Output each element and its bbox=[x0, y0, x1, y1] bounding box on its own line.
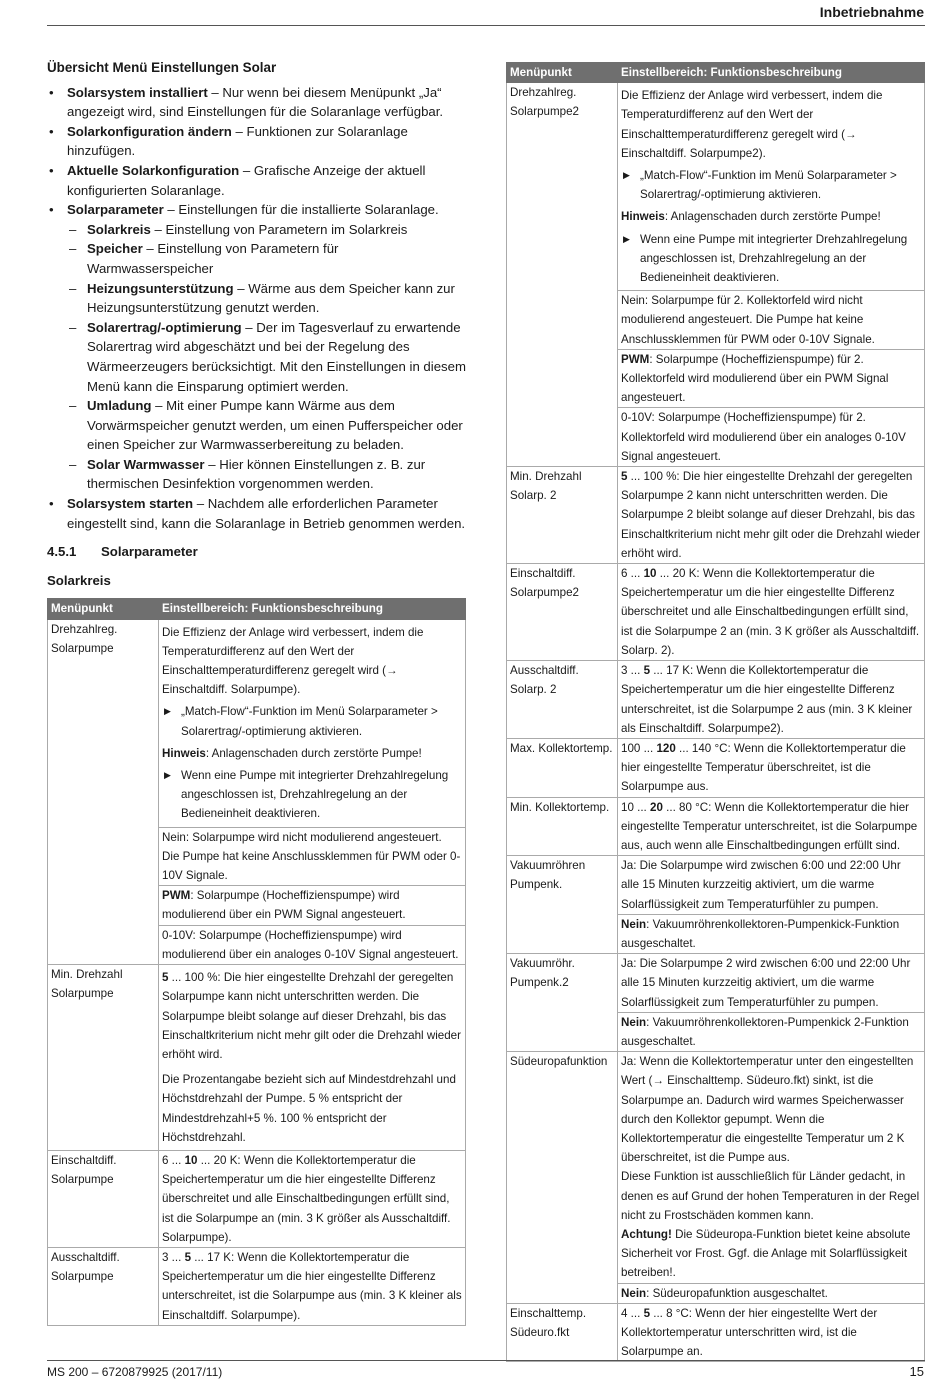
item-term: Aktuelle Solarkonfiguration bbox=[67, 162, 240, 178]
sub-list-item bbox=[67, 318, 466, 396]
menu-item-cell: Einschalttemp. Südeuro.fkt bbox=[507, 1303, 618, 1362]
table-row bbox=[507, 661, 925, 739]
description-cell bbox=[618, 1283, 925, 1303]
cell-text: Die Prozentangabe bezieht sich auf Mindestdrehzahl und Höchstdrehzahl der Pumpe. 5 % entspricht der Mindestdrehzahl+5 %. 100 % entspricht der Höchstdrehzahl. bbox=[162, 1073, 456, 1144]
sub-list-item bbox=[67, 396, 466, 455]
description-cell bbox=[618, 661, 925, 739]
default-value: 5 bbox=[643, 1306, 651, 1320]
table-row bbox=[507, 1303, 925, 1362]
item-text: – Grafische Anzeige der aktuell konfigurierten Solaranlage. bbox=[67, 162, 426, 198]
description-cell bbox=[618, 564, 925, 661]
list-item bbox=[47, 83, 466, 122]
item-term: Solarsystem installiert bbox=[67, 84, 208, 100]
default-value: 5 bbox=[184, 1250, 192, 1264]
page-number: 15 bbox=[909, 1364, 924, 1379]
table-row bbox=[507, 1052, 925, 1283]
cell-text-rest: ... 100 %: Die hier eingestellte Drehzahl der geregelten Solarpumpe kann nicht unterschritten werden. Die Solarpumpe bleibt solange auf dieser Drehzahl, bis das Einschaltkriterium nicht mehr gilt oder die Drehzahl wieder erhöht wird. bbox=[162, 971, 461, 1061]
table-row bbox=[507, 856, 925, 915]
option-text: : Vakuumröhrenkollektoren-Pumpenkick-Funktion ausgeschaltet. bbox=[621, 917, 900, 950]
table-header-row bbox=[48, 599, 466, 619]
item-term: Speicher bbox=[87, 241, 143, 257]
cell-text bbox=[621, 207, 921, 226]
instruction-step: ▶ „Match-Flow“-Funktion im Menü Solarparameter > Solarertrag/-optimierung aktivieren. bbox=[621, 166, 921, 204]
table-row bbox=[507, 467, 925, 564]
description-cell bbox=[618, 467, 925, 564]
description-cell: Ja: Die Solarpumpe wird zwischen 6:00 und 22:00 Uhr alle 15 Minuten kurzzeitig aktiviert, um die warme Solarflüssigkeit zum Temperaturfühler zu pumpen. bbox=[618, 856, 925, 915]
item-term: Solarertrag/-optimierung bbox=[87, 319, 242, 335]
note-text: : Anlagenschaden durch zerstörte Pumpe! bbox=[205, 746, 422, 760]
menu-item-cell: Ausschaltdiff. Solarp. 2 bbox=[507, 661, 618, 739]
sub-list bbox=[67, 220, 466, 494]
item-term: Solarkreis bbox=[87, 221, 151, 237]
default-value: 5 bbox=[162, 971, 169, 985]
cell-text: Die Effizienz der Anlage wird verbessert, indem die Temperaturdifferenz auf den Wert der Einschalttemperaturdifferenz geregelt wird (→ Einschaltdiff. Solarpumpe). bbox=[162, 625, 424, 697]
subsection-heading: Solarkreis bbox=[47, 572, 111, 588]
table-row bbox=[48, 1150, 466, 1247]
cell-text-rest: ... 80 °C: Wenn die Kollektortemperatur die hier eingestellte Temperatur unterschreitet, ist die Solarpumpe aus, auch wenn alle Einschaltbedingungen erfüllt sind. bbox=[621, 800, 918, 852]
description-cell bbox=[159, 1150, 466, 1247]
option-label: Nein bbox=[621, 1015, 647, 1029]
description-cell bbox=[618, 83, 925, 291]
range-start: 100 ... bbox=[621, 741, 657, 755]
description-cell: Nein: Solarpumpe für 2. Kollektorfeld wird nicht modulierend angesteuert. Die Pumpe hat keine Anschlussklemmen für PWM oder 0-10V Signale. bbox=[618, 291, 925, 350]
cell-text: Die Effizienz der Anlage wird verbessert, indem die Temperaturdifferenz auf den Wert der Einschalttemperaturdifferenz geregelt wird (→ Einschaltdiff. Solarpumpe2). bbox=[621, 89, 883, 160]
description-cell: 0-10V: Solarpumpe (Hocheffizienspumpe) für 2. Kollektorfeld wird modulierend über ein analoges 0-10V Signal angesteuert. bbox=[618, 408, 925, 467]
sub-list-item bbox=[67, 239, 466, 278]
table-row bbox=[507, 954, 925, 1013]
description-cell bbox=[618, 1303, 925, 1362]
range-start: 4 ... bbox=[621, 1306, 644, 1320]
default-value: 5 bbox=[621, 470, 628, 484]
table-row bbox=[507, 797, 925, 856]
cell-text-rest: ... 100 %: Die hier eingestellte Drehzahl der geregelten Solarpumpe 2 kann nicht unterschritten werden. Die Solarpumpe 2 bleibt solange auf dieser Drehzahl, bis das Einschaltkriterium nicht mehr gilt oder die Drehzahl wieder erhöht wird. bbox=[621, 470, 920, 560]
note-text: : Anlagenschaden durch zerstörte Pumpe! bbox=[664, 210, 881, 224]
menu-item-cell: Einschaltdiff. Solarpumpe2 bbox=[507, 564, 618, 661]
item-text: – Nachdem alle erforderlichen Parameter eingestellt sind, kann die Solaranlage in Betrieb genommen werden. bbox=[67, 496, 466, 531]
table-row bbox=[507, 83, 925, 291]
item-term: Solar Warmwasser bbox=[87, 456, 205, 472]
range-start: 10 ... bbox=[621, 800, 651, 814]
range-start: 3 ... bbox=[162, 1250, 185, 1264]
list-item bbox=[47, 494, 466, 533]
column-header: Einstellbereich: Funktionsbeschreibung bbox=[159, 599, 466, 619]
default-value: 5 bbox=[643, 664, 651, 678]
footer-divider bbox=[47, 1360, 925, 1361]
description-cell bbox=[618, 914, 925, 953]
item-text: – Nur wenn bei diesem Menüpunkt „Ja“ angezeigt wird, sind Einstellungen für die Solaranlage verfügbar. bbox=[67, 84, 444, 120]
range-start: 6 ... bbox=[162, 1153, 185, 1167]
option-label: Nein bbox=[621, 917, 647, 931]
cell-text-rest: ... 17 K: Wenn die Kollektortemperatur die Speichertemperatur um die hier eingestellte Differenz unterschreitet, ist die Solarpumpe 2 aus (min. 3 K kleiner als Einschaltdiff. Solarpumpe2). bbox=[621, 664, 913, 735]
section-heading bbox=[47, 542, 466, 562]
default-value: 120 bbox=[656, 741, 676, 755]
cell-text: Diese Funktion ist ausschließlich für Länder gedacht, in denen es auf Grund der hohen Temperaturen in der Regel nicht zu Frostschäden kommen kann. bbox=[621, 1170, 920, 1222]
item-term: Heizungsunterstützung bbox=[87, 280, 234, 296]
cell-text: Ja: Wenn die Kollektortemperatur unter den eingestellten Wert (→ Einschalttemp. Südeuro.fkt) sinkt, ist die Solarpumpe an. Dadurch wird warmes Speicherwasser durch den Kollektor gepumpt. Wenn die Kollektortemperatur die eingestellte Temperatur um 2 K überschreitet, ist die Pumpe aus. bbox=[621, 1055, 914, 1165]
option-label: PWM bbox=[162, 889, 191, 903]
option-text: : Südeuropafunktion ausgeschaltet. bbox=[646, 1286, 828, 1300]
item-text: – Einstellungen für die installierte Solaranlage. bbox=[163, 202, 439, 218]
list-item bbox=[47, 161, 466, 200]
menu-item-cell: Min. Kollektortemp. bbox=[507, 797, 618, 856]
footer-doc-id: MS 200 – 6720879925 (2017/11) bbox=[47, 1365, 223, 1379]
overview-list bbox=[47, 83, 466, 534]
column-header: Einstellbereich: Funktionsbeschreibung bbox=[618, 63, 925, 83]
cell-text-rest: ... 20 K: Wenn die Kollektortemperatur die Speichertemperatur um die hier eingestellte Differenz überschreitet und alle Einschaltbedingungen erfüllt sind, ist die Solarpumpe 2 an (min. 3 K größer als Ausschaltdiff. Solarp. 2). bbox=[621, 567, 920, 657]
table-row bbox=[48, 1247, 466, 1325]
item-text: – Einstellung von Parametern im Solarkreis bbox=[150, 221, 408, 237]
option-text: : Vakuumröhrenkollektoren-Pumpenkick 2-Funktion ausgeschaltet. bbox=[621, 1015, 909, 1048]
menu-item-cell: Vakuumröhren Pumpenk. bbox=[507, 856, 618, 954]
column-header: Menüpunkt bbox=[507, 63, 618, 83]
sub-list-item bbox=[67, 220, 466, 240]
description-cell bbox=[159, 965, 466, 1151]
page-header-title: Inbetriebnahme bbox=[819, 4, 924, 20]
menu-item-cell: Ausschaltdiff. Solarpumpe bbox=[48, 1247, 159, 1325]
menu-item-cell: Einschaltdiff. Solarpumpe bbox=[48, 1150, 159, 1247]
description-cell bbox=[159, 886, 466, 925]
option-label: PWM bbox=[621, 352, 650, 366]
list-item bbox=[47, 200, 466, 494]
item-term: Solarsystem starten bbox=[67, 496, 194, 512]
item-text: – Funktionen zur Solaranlage hinzufügen. bbox=[67, 123, 408, 159]
option-text: : Solarpumpe (Hocheffizienspumpe) für 2. Kollektorfeld wird modulierend über ein PWM Signal angesteuert. bbox=[621, 352, 889, 405]
cell-text bbox=[162, 744, 462, 763]
table-row bbox=[48, 965, 466, 1151]
section-number: 4.5.1 bbox=[47, 544, 77, 560]
cell-text-rest: ... 8 °C: Wenn der hier eingestellte Wert der Kollektortemperatur unterschritten wird, ist die Solarpumpe an. bbox=[621, 1306, 878, 1359]
item-term: Umladung bbox=[87, 398, 152, 414]
menu-item-cell: Vakuumröhr. Pumpenk.2 bbox=[507, 954, 618, 1052]
menu-item-cell: Min. Drehzahl Solarp. 2 bbox=[507, 467, 618, 564]
sub-list-item bbox=[67, 455, 466, 494]
option-label: Nein bbox=[621, 1286, 647, 1300]
item-text: – Mit einer Pumpe kann Wärme aus dem Vorwärmspeicher genutzt werden, um einen Pufferspeicher oder einen Speicher zur Warmwasserbereitung zu beladen. bbox=[87, 398, 463, 453]
table-row bbox=[507, 738, 925, 797]
column-header: Menüpunkt bbox=[48, 599, 159, 619]
cell-text-rest: ... 140 °C: Wenn die Kollektortemperatur die hier eingestellte Temperatur überschreitet, ist die Solarpumpe aus. bbox=[621, 741, 906, 794]
description-cell bbox=[159, 1247, 466, 1325]
table-row bbox=[507, 564, 925, 661]
left-column bbox=[47, 58, 466, 1326]
range-start: 6 ... bbox=[621, 567, 644, 581]
instruction-step: ▶ Wenn eine Pumpe mit integrierter Drehzahlregelung angeschlossen ist, Drehzahlregelung an der Bedieneinheit deaktivieren. bbox=[162, 766, 462, 824]
item-text: – Wärme aus dem Speicher kann zur Heizungsunterstützung genutzt werden. bbox=[87, 280, 455, 316]
list-item bbox=[47, 122, 466, 161]
header-divider bbox=[47, 25, 925, 26]
description-cell bbox=[618, 1012, 925, 1051]
description-cell: Ja: Die Solarpumpe 2 wird zwischen 6:00 und 22:00 Uhr alle 15 Minuten kurzzeitig aktiviert, um die warme Solarflüssigkeit zum Temperaturfühler zu pumpen. bbox=[618, 954, 925, 1013]
menu-item-cell: Max. Kollektortemp. bbox=[507, 738, 618, 797]
cell-text-rest: ... 20 K: Wenn die Kollektortemperatur die Speichertemperatur um die hier eingestellte Differenz überschreitet und alle Einschaltbedingungen erfüllt sind, ist die Solarpumpe an (min. 3 K größer als Ausschaltdiff. Solarpumpe). bbox=[162, 1153, 451, 1244]
description-cell: 0-10V: Solarpumpe (Hocheffizienspumpe) wird modulierend über ein analoges 0-10V Signal angesteuert. bbox=[159, 925, 466, 964]
instruction-step: ▶ „Match-Flow“-Funktion im Menü Solarparameter > Solarertrag/-optimierung aktivieren. bbox=[162, 702, 462, 740]
description-cell bbox=[618, 1052, 925, 1283]
menu-item-cell: Min. Drehzahl Solarpumpe bbox=[48, 965, 159, 1151]
description-cell bbox=[618, 349, 925, 408]
menu-item-cell: Südeuropafunktion bbox=[507, 1052, 618, 1304]
item-term: Solarkonfiguration ändern bbox=[67, 123, 232, 139]
menu-item-cell: Drehzahlreg. Solarpumpe bbox=[48, 619, 159, 964]
item-text: – Der im Tagesverlauf zu erwartende Solarertrag wird abgeschätzt und bei der Regelung des Wärmeerzeugers berücksichtigt. Mit den Einstellungen in diesem Menü kann die Einsparung optimiert werden. bbox=[87, 319, 466, 394]
instruction-step: ▶ Wenn eine Pumpe mit integrierter Drehzahlregelung angeschlossen ist, Drehzahlregelung an der Bedieneinheit deaktivieren. bbox=[621, 230, 921, 288]
default-value: 10 bbox=[643, 567, 657, 581]
note-label: Hinweis bbox=[162, 746, 206, 760]
description-cell bbox=[618, 738, 925, 797]
table-header-row bbox=[507, 63, 925, 83]
warning-text: Die Südeuropa-Funktion bietet keine absolute Sicherheit vor Frost. Ggf. die Anlage mit Solarflüssigkeit betreiben!. bbox=[621, 1227, 911, 1280]
sub-list-item bbox=[67, 279, 466, 318]
item-text: – Einstellung von Parametern für Warmwasserspeicher bbox=[87, 241, 339, 276]
warning-label: Achtung! bbox=[621, 1227, 672, 1241]
overview-heading: Übersicht Menü Einstellungen Solar bbox=[47, 60, 277, 75]
cell-text bbox=[621, 1225, 921, 1283]
range-start: 3 ... bbox=[621, 664, 644, 678]
description-cell bbox=[618, 797, 925, 856]
option-text: : Solarpumpe (Hocheffizienspumpe) wird modulierend über ein PWM Signal angesteuert. bbox=[162, 889, 406, 922]
cell-text bbox=[162, 968, 462, 1064]
default-value: 10 bbox=[184, 1153, 198, 1167]
description-cell bbox=[159, 619, 466, 827]
default-value: 20 bbox=[650, 800, 663, 814]
solarkreis-table bbox=[47, 598, 466, 1325]
menu-item-cell: Drehzahlreg. Solarpumpe2 bbox=[507, 83, 618, 467]
item-text: – Hier können Einstellungen z. B. zur thermischen Desinfektion vorgenommen werden. bbox=[87, 456, 426, 492]
note-label: Hinweis bbox=[621, 210, 665, 224]
right-column bbox=[506, 62, 925, 1362]
description-cell: Nein: Solarpumpe wird nicht modulierend angesteuert. Die Pumpe hat keine Anschlussklemmen für PWM oder 0-10V Signale. bbox=[159, 827, 466, 886]
table-row bbox=[48, 619, 466, 827]
solarkreis-table-continued bbox=[506, 62, 925, 1362]
cell-text-rest: ... 17 K: Wenn die Kollektortemperatur die Speichertemperatur um die hier eingestellte Differenz unterschreitet, ist die Solarpumpe aus (min. 3 K kleiner als Einschaltdiff. Solarpumpe). bbox=[162, 1250, 462, 1322]
item-term: Solarparameter bbox=[67, 202, 164, 218]
section-title: Solarparameter bbox=[101, 544, 198, 560]
